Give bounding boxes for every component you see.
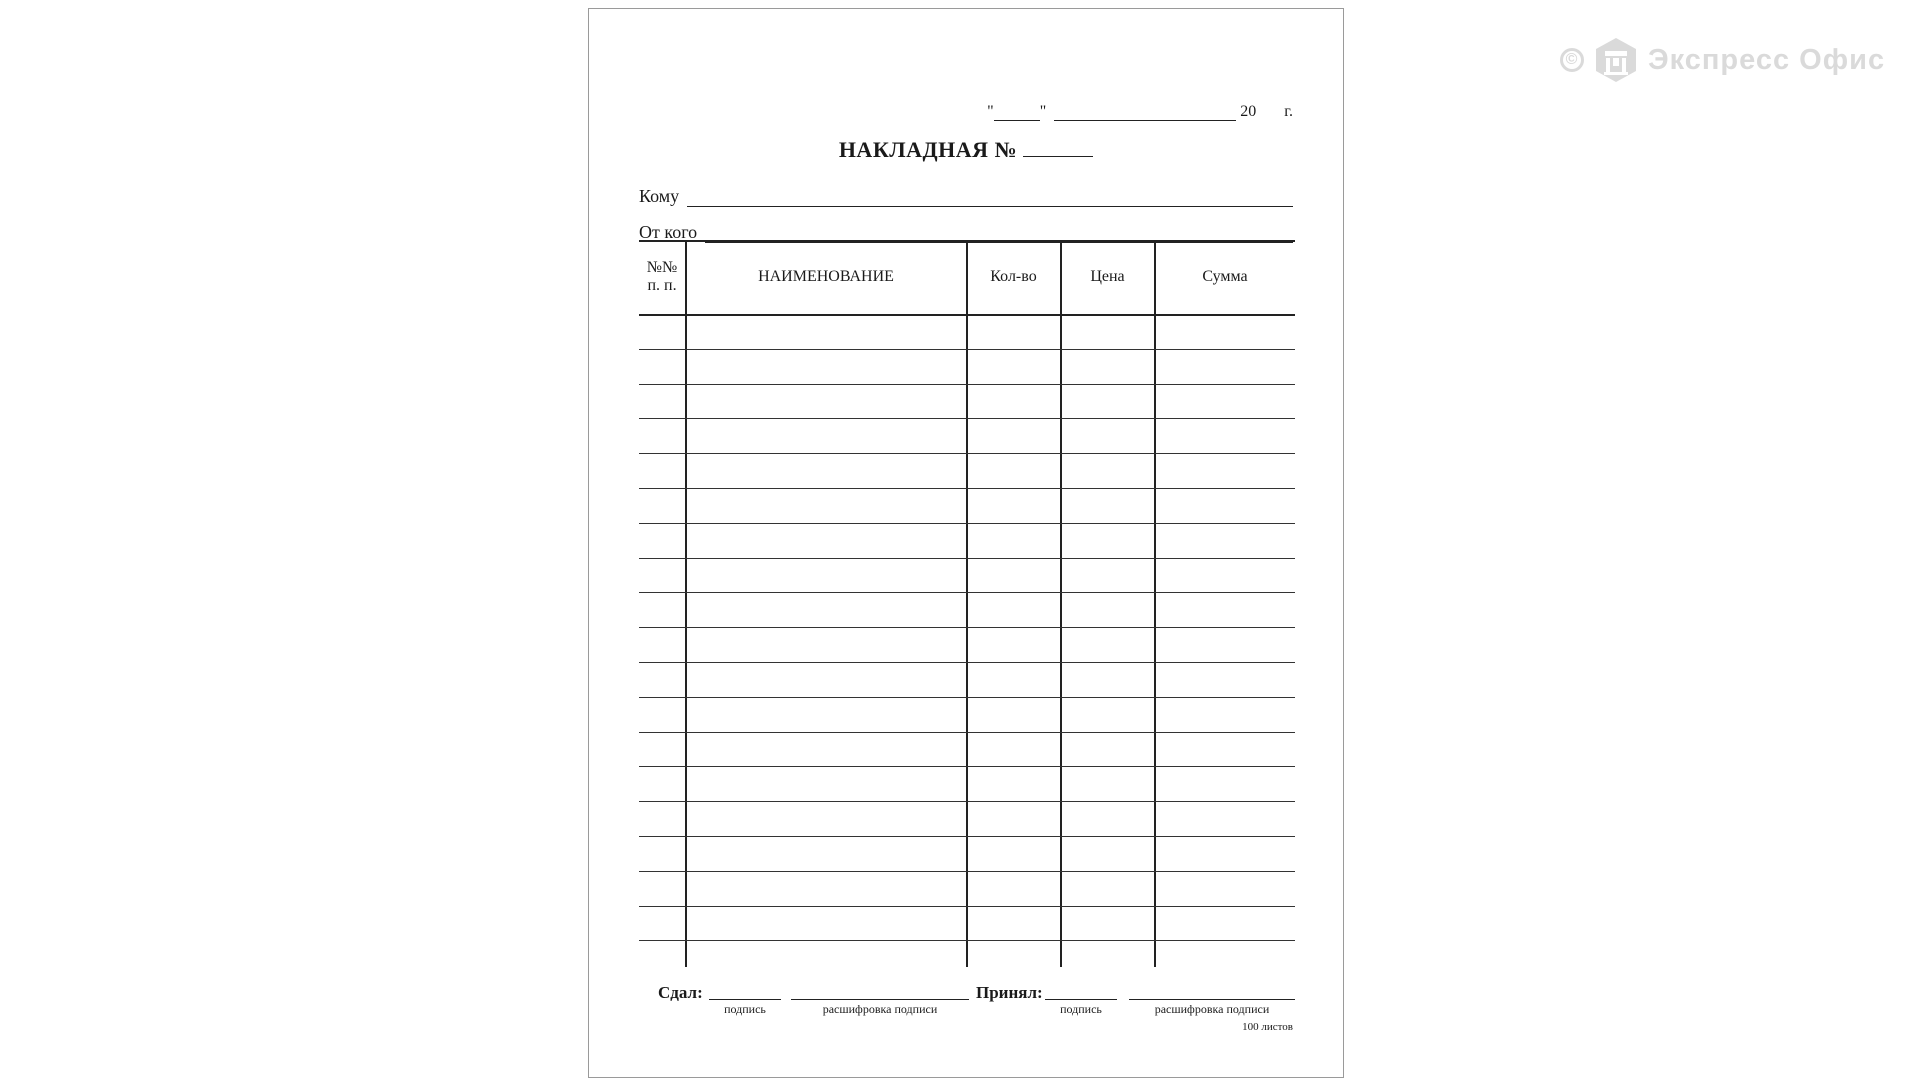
- header-name: НАИМЕНОВАНИЕ: [758, 268, 894, 285]
- invoice-number-blank: [1023, 138, 1093, 157]
- table-row-line: [639, 488, 1295, 489]
- table-row-line: [639, 627, 1295, 628]
- table-row-line: [639, 801, 1295, 802]
- to-field: [639, 186, 1293, 207]
- gave-decode-blank: [791, 999, 969, 1000]
- table-row-line: [639, 592, 1295, 593]
- brand-text: Экспресс Офис: [1648, 43, 1886, 76]
- invoice-form-sheet: [588, 8, 1344, 1078]
- storefront-icon: [1594, 36, 1638, 84]
- gave-signature-blank: [709, 999, 781, 1000]
- year-prefix: 20: [1240, 103, 1257, 120]
- to-label: Кому: [639, 186, 680, 206]
- gave-label: Сдал:: [658, 983, 703, 1002]
- table-row-line: [639, 906, 1295, 907]
- table-row-line: [639, 558, 1295, 559]
- date-close-quote: ": [1039, 103, 1047, 120]
- form-title-text: НАКЛАДНАЯ №: [838, 137, 1018, 162]
- table-row-line: [639, 871, 1295, 872]
- date-line: [987, 103, 1293, 121]
- table-row-line: [639, 766, 1295, 767]
- header-number-line1: №№: [646, 259, 678, 276]
- from-label: От кого: [639, 222, 698, 242]
- received-decode-caption: расшифровка подписи: [1154, 1002, 1270, 1016]
- to-blank: [687, 192, 1293, 207]
- table-row-line: [639, 836, 1295, 837]
- table-row-line: [639, 349, 1295, 350]
- header-price: Цена: [1090, 268, 1125, 285]
- table-row-line: [639, 418, 1295, 419]
- table-row-line: [639, 523, 1295, 524]
- gave-decode-caption: расшифровка подписи: [822, 1002, 938, 1016]
- received-signature-caption: подпись: [1060, 1002, 1102, 1016]
- signature-footer: [589, 979, 1343, 1049]
- copyright-icon: ©: [1560, 48, 1584, 72]
- table-row-line: [639, 697, 1295, 698]
- year-suffix: г.: [1284, 103, 1293, 120]
- table-row-line: [639, 384, 1295, 385]
- table-row-line: [639, 940, 1295, 941]
- header-number-line2: п. п.: [647, 277, 677, 294]
- table-row-line: [639, 662, 1295, 663]
- date-open-quote: ": [987, 103, 994, 120]
- header-sum: Сумма: [1202, 268, 1248, 285]
- header-number: [639, 240, 685, 314]
- received-label: Принял:: [976, 983, 1043, 1002]
- day-blank: [994, 106, 1040, 121]
- received-signature-blank: [1045, 999, 1117, 1000]
- watermark: [1560, 36, 1885, 84]
- form-title: [589, 137, 1343, 163]
- sheets-note: 100 листов: [1242, 1021, 1293, 1033]
- table-row-line: [639, 453, 1295, 454]
- items-table: [639, 240, 1295, 967]
- header-qty: Кол-во: [990, 268, 1037, 285]
- table-row-line: [639, 732, 1295, 733]
- month-blank: [1054, 106, 1236, 121]
- received-decode-blank: [1129, 999, 1295, 1000]
- gave-signature-caption: подпись: [724, 1002, 766, 1016]
